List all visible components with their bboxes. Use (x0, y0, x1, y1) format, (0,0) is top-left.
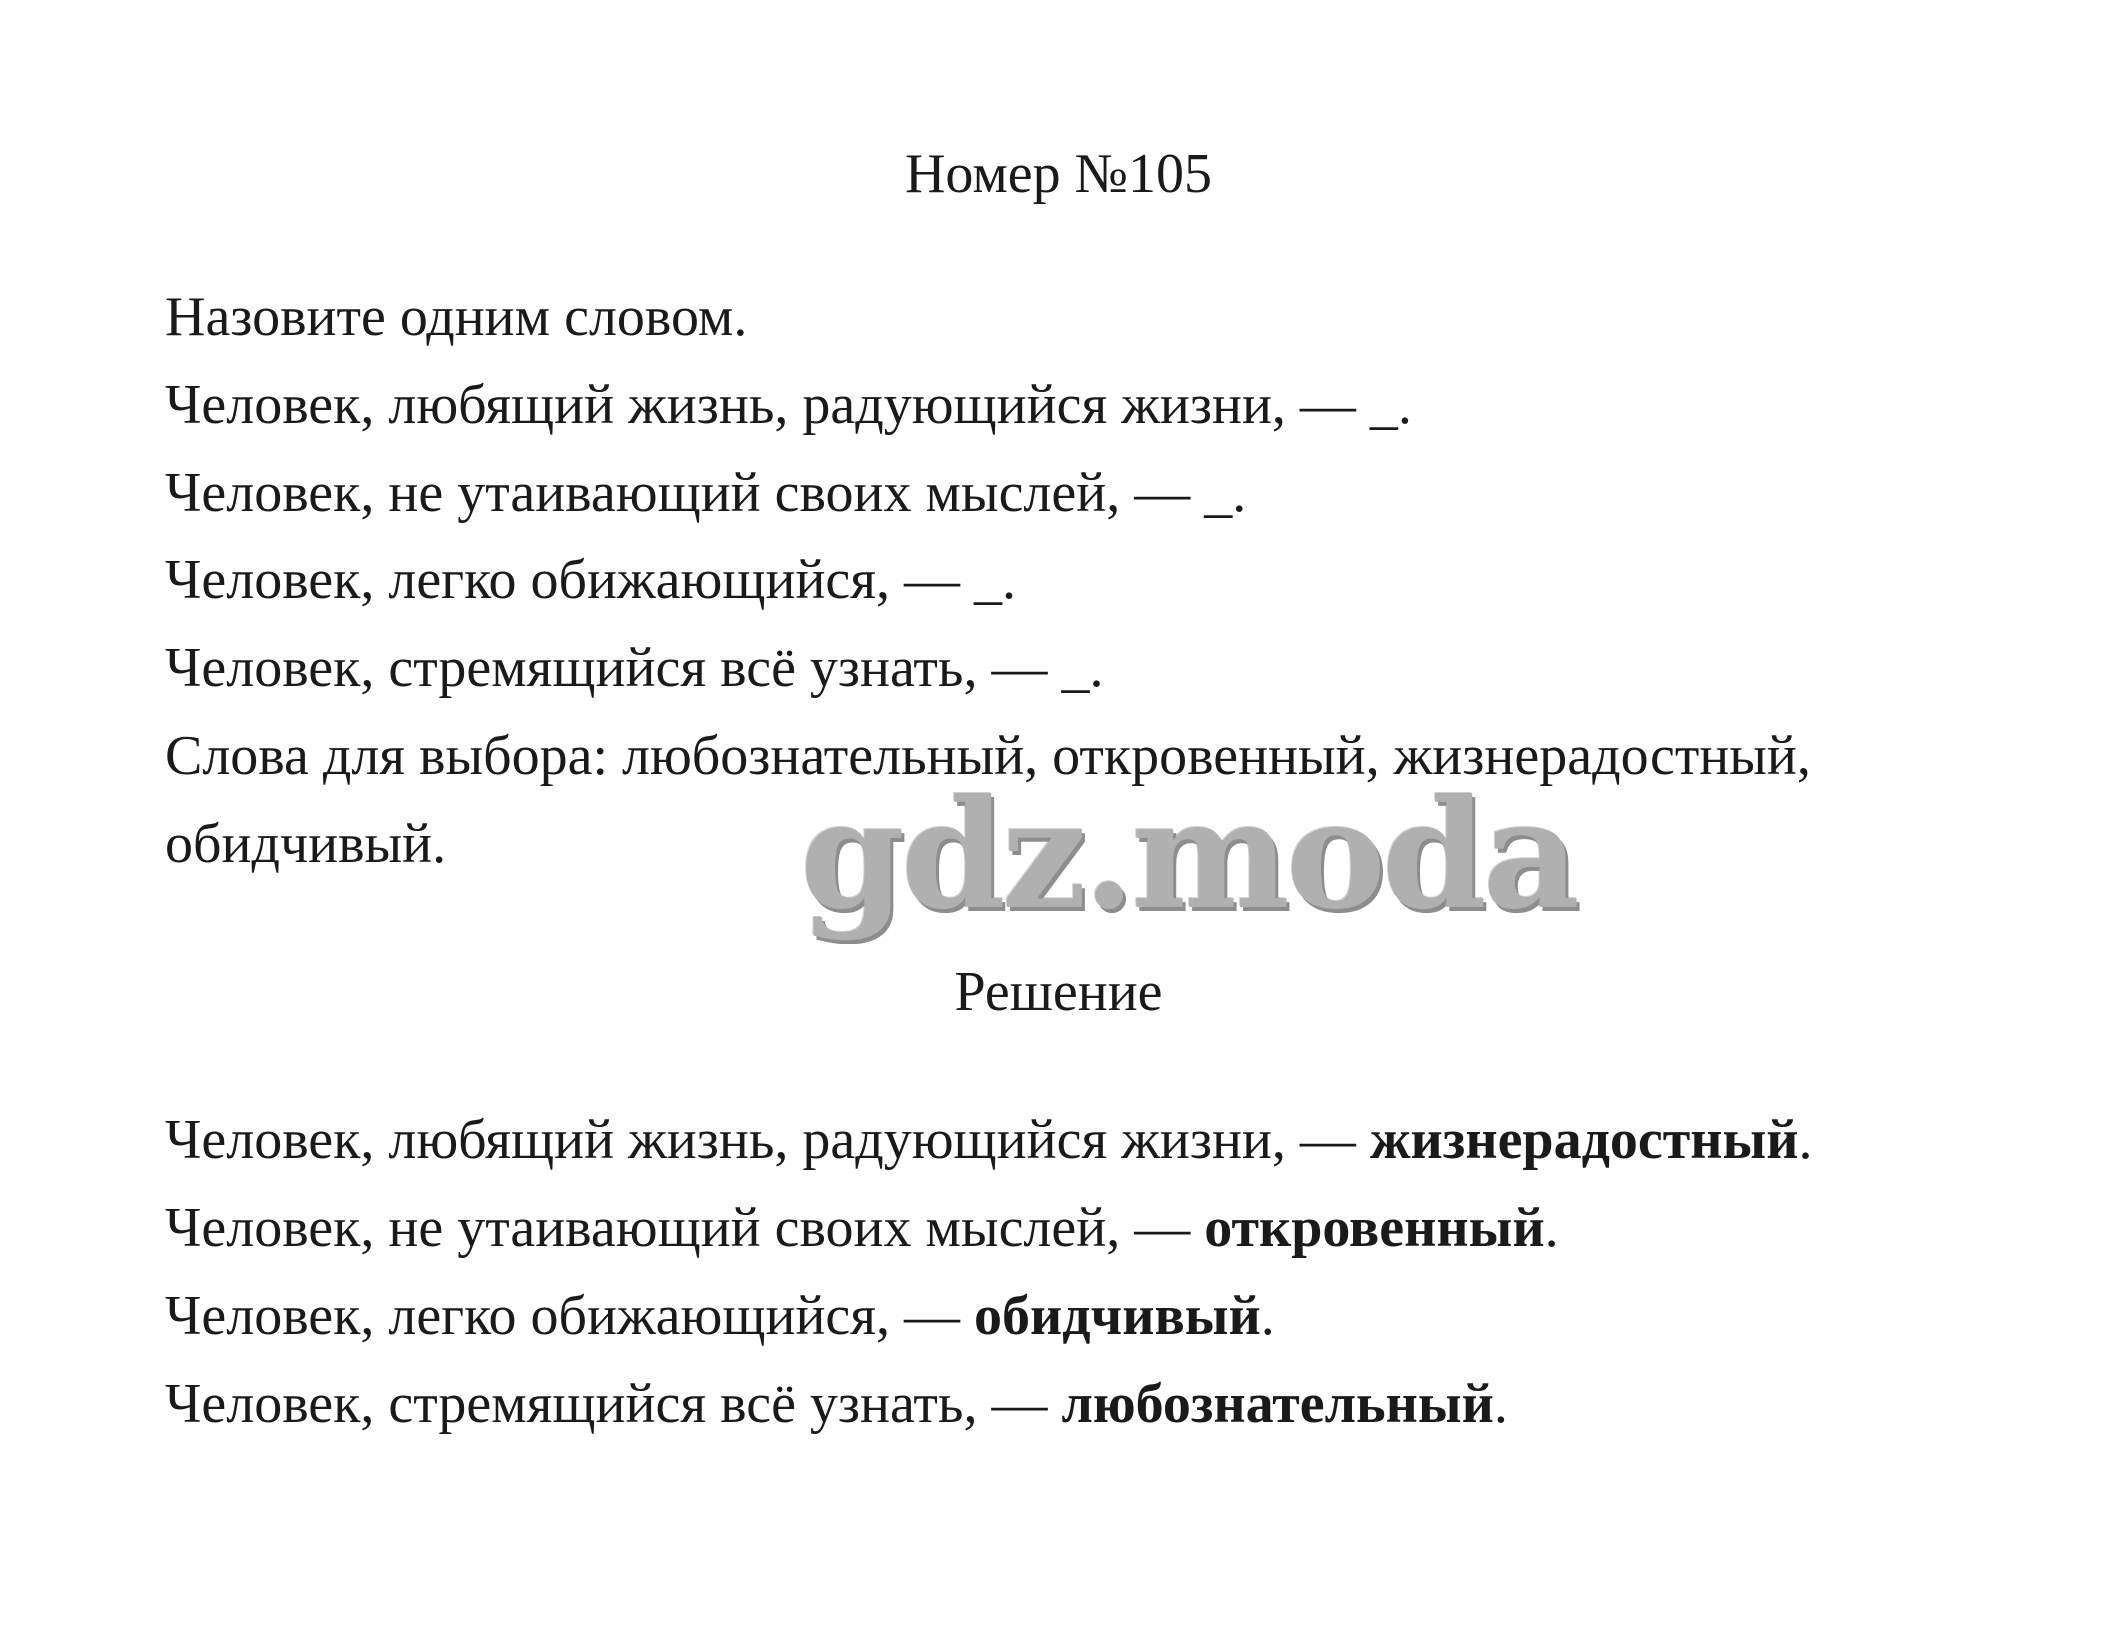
solution-item-4-answer: любознательный (1061, 1373, 1494, 1435)
page-title: Номер №105 (904, 143, 1213, 205)
solution-item-4-prefix: Человек, стремящийся всё узнать, — (165, 1373, 1062, 1435)
task-item-2: Человек, не утаивающий своих мыслей, — _. (165, 462, 1247, 524)
watermark-logo: gdz.moda (800, 767, 1577, 943)
word-choices-line-2: обидчивый. (165, 813, 447, 875)
solution-item-3-prefix: Человек, легко обижающийся, — (165, 1285, 975, 1347)
task-item-3: Человек, легко обижающийся, — _. (165, 549, 1017, 611)
solution-heading: Решение (954, 961, 1163, 1023)
solution-item-1 (165, 1108, 1813, 1172)
solution-item-1-answer: жизнерадостный (1369, 1109, 1799, 1171)
solution-item-2 (165, 1196, 1559, 1260)
solution-item-4-suffix: . (1493, 1373, 1508, 1435)
solution-item-3 (165, 1284, 1275, 1348)
solution-item-3-suffix: . (1260, 1285, 1275, 1347)
task-item-4: Человек, стремящийся всё узнать, — _. (165, 637, 1104, 699)
word-choices-line-1: Слова для выбора: любознательный, откровенный, жизнерадостный, (165, 725, 1811, 787)
task-instruction: Назовите одним словом. (165, 286, 748, 348)
solution-item-2-prefix: Человек, не утаивающий своих мыслей, — (165, 1197, 1205, 1259)
task-item-1: Человек, любящий жизнь, радующийся жизни, — _. (165, 374, 1412, 436)
solution-item-2-suffix: . (1544, 1197, 1559, 1259)
solution-item-1-prefix: Человек, любящий жизнь, радующийся жизни, — (165, 1109, 1370, 1171)
solution-item-1-suffix: . (1798, 1109, 1813, 1171)
solution-item-2-answer: откровенный (1204, 1197, 1545, 1259)
solution-item-4 (165, 1372, 1508, 1436)
solution-item-3-answer: обидчивый (974, 1285, 1261, 1347)
